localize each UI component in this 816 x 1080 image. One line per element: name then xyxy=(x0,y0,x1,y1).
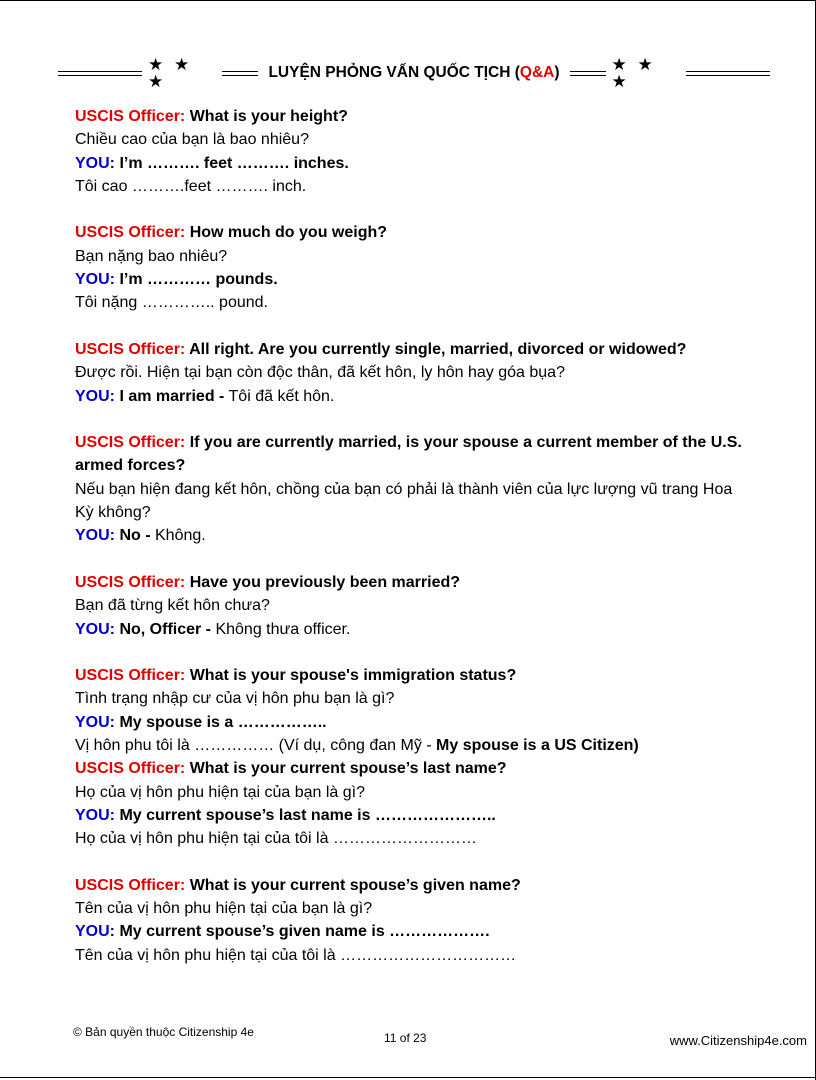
answer-example: My spouse is a US Citizen) xyxy=(436,737,639,755)
question-line xyxy=(75,571,755,594)
answer-line xyxy=(75,920,755,943)
qa-content xyxy=(75,105,755,990)
page-header xyxy=(58,55,770,91)
officer-label: USCIS Officer: xyxy=(75,760,186,778)
answer-text: No - xyxy=(115,527,151,545)
qa-item xyxy=(75,757,755,850)
question-text: What is your current spouse’s last name? xyxy=(185,760,507,778)
question-translation: Tên của vị hôn phu hiện tại của bạn là gì? xyxy=(75,900,373,918)
answer-line xyxy=(75,152,755,175)
qa-item xyxy=(75,431,755,547)
qa-item xyxy=(75,874,755,967)
answer-line xyxy=(75,804,755,827)
header-stars-right: ★ ★ ★ xyxy=(611,55,656,91)
footer-copyright: © Bản quyền thuộc Citizenship 4e xyxy=(73,1025,254,1039)
qa-item xyxy=(75,338,755,408)
answer-line xyxy=(75,524,755,547)
header-rule-right xyxy=(686,71,770,76)
you-label: YOU: xyxy=(75,154,115,172)
question-line xyxy=(75,338,755,361)
you-label: YOU: xyxy=(75,387,115,405)
answer-text: My current spouse’s given name is ………………. xyxy=(115,923,490,941)
officer-label: USCIS Officer: xyxy=(75,108,186,125)
question-text: If you are currently married, is your spouse a current member of the U.S. armed forces? xyxy=(75,434,742,475)
officer-label: USCIS Officer: xyxy=(75,667,186,685)
footer-page-number: 11 of 23 xyxy=(384,1031,427,1045)
answer-translation: Tôi cao ……….feet ………. inch. xyxy=(75,177,307,195)
question-text: What is your height? xyxy=(185,108,348,125)
question-translation: Chiều cao của bạn là bao nhiêu? xyxy=(75,131,309,149)
answer-translation: Tên của vị hôn phu hiện tại của tôi là …………………………… xyxy=(75,946,517,964)
qa-item xyxy=(75,664,755,757)
header-rule-left xyxy=(58,71,142,76)
answer-translation: Không thưa officer. xyxy=(211,620,351,638)
officer-label: USCIS Officer: xyxy=(75,434,186,452)
question-text: Have you previously been married? xyxy=(185,573,461,591)
officer-label: USCIS Officer: xyxy=(75,876,186,894)
title-text: LUYỆN PHỎNG VẤN QUỐC TỊCH ( xyxy=(268,64,520,81)
question-translation: Bạn đã từng kết hôn chưa? xyxy=(75,597,270,615)
question-text: How much do you weigh? xyxy=(185,224,388,242)
qa-item xyxy=(75,221,755,314)
answer-text: I’m ………… pounds. xyxy=(115,271,278,289)
answer-translation: Họ của vị hôn phu hiện tại của tôi là ……………………… xyxy=(75,830,477,848)
header-stars-left: ★ ★ ★ xyxy=(148,55,193,91)
question-translation: Họ của vị hôn phu hiện tại của bạn là gì? xyxy=(75,783,365,801)
officer-label: USCIS Officer: xyxy=(75,340,186,358)
answer-translation-text: Vị hôn phu tôi là …………… (Ví dụ, công đan Mỹ - xyxy=(75,737,437,755)
answer-line xyxy=(75,618,755,641)
answer-text: My current spouse’s last name is ………………….. xyxy=(115,806,496,824)
question-line xyxy=(75,221,755,244)
answer-line xyxy=(75,268,755,291)
question-text: What is your current spouse’s given name? xyxy=(185,876,521,894)
you-label: YOU: xyxy=(75,713,115,731)
officer-label: USCIS Officer: xyxy=(75,224,186,242)
you-label: YOU: xyxy=(75,806,115,824)
page-bottom-border xyxy=(0,1077,816,1078)
footer-website: www.Citizenship4e.com xyxy=(669,1033,807,1048)
answer-line xyxy=(75,385,755,408)
title-qa: Q&A xyxy=(519,64,555,81)
question-translation: Bạn nặng bao nhiêu? xyxy=(75,247,228,265)
you-label: YOU: xyxy=(75,271,115,289)
question-text: What is your spouse's immigration status? xyxy=(185,667,517,685)
answer-translation: Không. xyxy=(150,527,206,545)
question-translation: Tình trạng nhập cư của vị hôn phu bạn là gì? xyxy=(75,690,395,708)
header-rule-right-inner xyxy=(570,71,606,76)
question-line xyxy=(75,664,755,687)
answer-text: I’m ………. feet ………. inches. xyxy=(115,154,349,172)
you-label: YOU: xyxy=(75,923,115,941)
header-rule-left-inner xyxy=(222,71,258,76)
answer-translation: Tôi đã kết hôn. xyxy=(224,387,335,405)
question-text: All right. Are you currently single, married, divorced or widowed? xyxy=(185,340,687,358)
you-label: YOU: xyxy=(75,527,115,545)
qa-item xyxy=(75,105,755,198)
question-translation: Nếu bạn hiện đang kết hôn, chồng của bạn có phải là thành viên của lực lượng vũ trang Hoa Kỳ không? xyxy=(75,480,733,522)
officer-label: USCIS Officer: xyxy=(75,573,186,591)
answer-translation: Tôi nặng ………….. pound. xyxy=(75,294,268,312)
answer-line xyxy=(75,711,755,734)
question-line xyxy=(75,874,755,897)
answer-text: No, Officer - xyxy=(115,620,212,638)
qa-item xyxy=(75,571,755,641)
title-close: ) xyxy=(554,64,560,81)
question-translation: Được rồi. Hiện tại bạn còn độc thân, đã kết hôn, ly hôn hay góa bụa? xyxy=(75,364,565,382)
question-line xyxy=(75,757,755,780)
answer-text: My spouse is a …………….. xyxy=(115,713,327,731)
answer-text: I am married - xyxy=(115,387,225,405)
answer-translation xyxy=(75,734,755,757)
page-title xyxy=(268,64,559,82)
you-label: YOU: xyxy=(75,620,115,638)
question-line xyxy=(75,431,755,478)
page-top-border xyxy=(0,0,816,1)
question-line xyxy=(75,105,755,128)
